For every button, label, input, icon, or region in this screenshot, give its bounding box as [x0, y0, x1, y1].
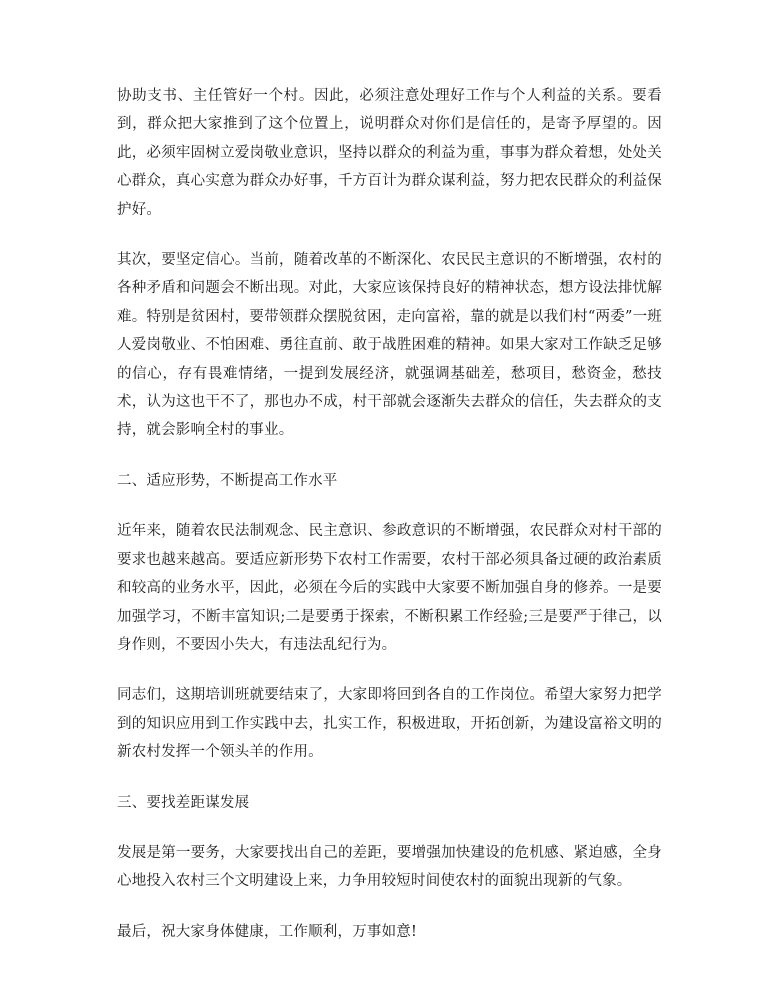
paragraph-village-duty: 协助支书、主任管好一个村。因此，必须注意处理好工作与个人利益的关系。要看到，群众把大家推到了这个位置上，说明群众对你们是信任的，是寄予厚望的。因此，必须牢固树立爱岗敬业意识，坚持以群众的利益为重，事事为群众着想，处处关心群众，真心实意为群众办好事，千方百计为群众谋利益，努力把农民群众的利益保护好。: [117, 88, 662, 218]
section-heading-2: 二、适应形势，不断提高工作水平: [117, 472, 338, 489]
document-body: [117, 82, 662, 968]
paragraph-confidence: 其次，要坚定信心。当前，随着改革的不断深化、农民民主意识的不断增强，农村的各种矛盾和问题会不断出现。对此，大家应该保持良好的精神状态，想方设法排忧解难。特别是贫困村，要带领群众摆脱贫困，走向富裕，靠的就是以我们村“两委”一班人爱岗敬业、不怕困难、勇往直前、敢于战胜困难的精神。如果大家对工作缺乏足够的信心，存有畏难情绪，一提到发展经济，就强调基础差，愁项目，愁资金，愁技术，认为这也干不了，那也办不成，村干部就会逐渐失去群众的信任，失去群众的支持，就会影响全村的事业。: [117, 252, 662, 439]
paragraph-work-level: 近年来，随着农民法制观念、民主意识、参政意识的不断增强，农民群众对村干部的要求也越来越高。要适应新形势下农村工作需要，农村干部必须具备过硬的政治素质和较高的业务水平，因此，必须在今后的实践中大家要不断加强自身的修养。一是要加强学习，不断丰富知识;二是要勇于探索，不断积累工作经验;三是要严于律己，以身作则，不要因小失大，有违法乱纪行为。: [117, 523, 662, 653]
section-heading-3: 三、要找差距谋发展: [117, 794, 250, 811]
paragraph-development: 发展是第一要务，大家要找出自己的差距，要增强加快建设的危机感、紧迫感，全身心地投入农村三个文明建设上来，力争用较短时间使农村的面貌出现新的气象。: [117, 844, 662, 890]
paragraph-closing: 最后，祝大家身体健康，工作顺利，万事如意!: [117, 923, 418, 940]
paragraph-training-end: 同志们，这期培训班就要结束了，大家即将回到各自的工作岗位。希望大家努力把学到的知识应用到工作实践中去，扎实工作，积极进取，开拓创新，为建设富裕文明的新农村发挥一个领头羊的作用。: [117, 687, 662, 761]
